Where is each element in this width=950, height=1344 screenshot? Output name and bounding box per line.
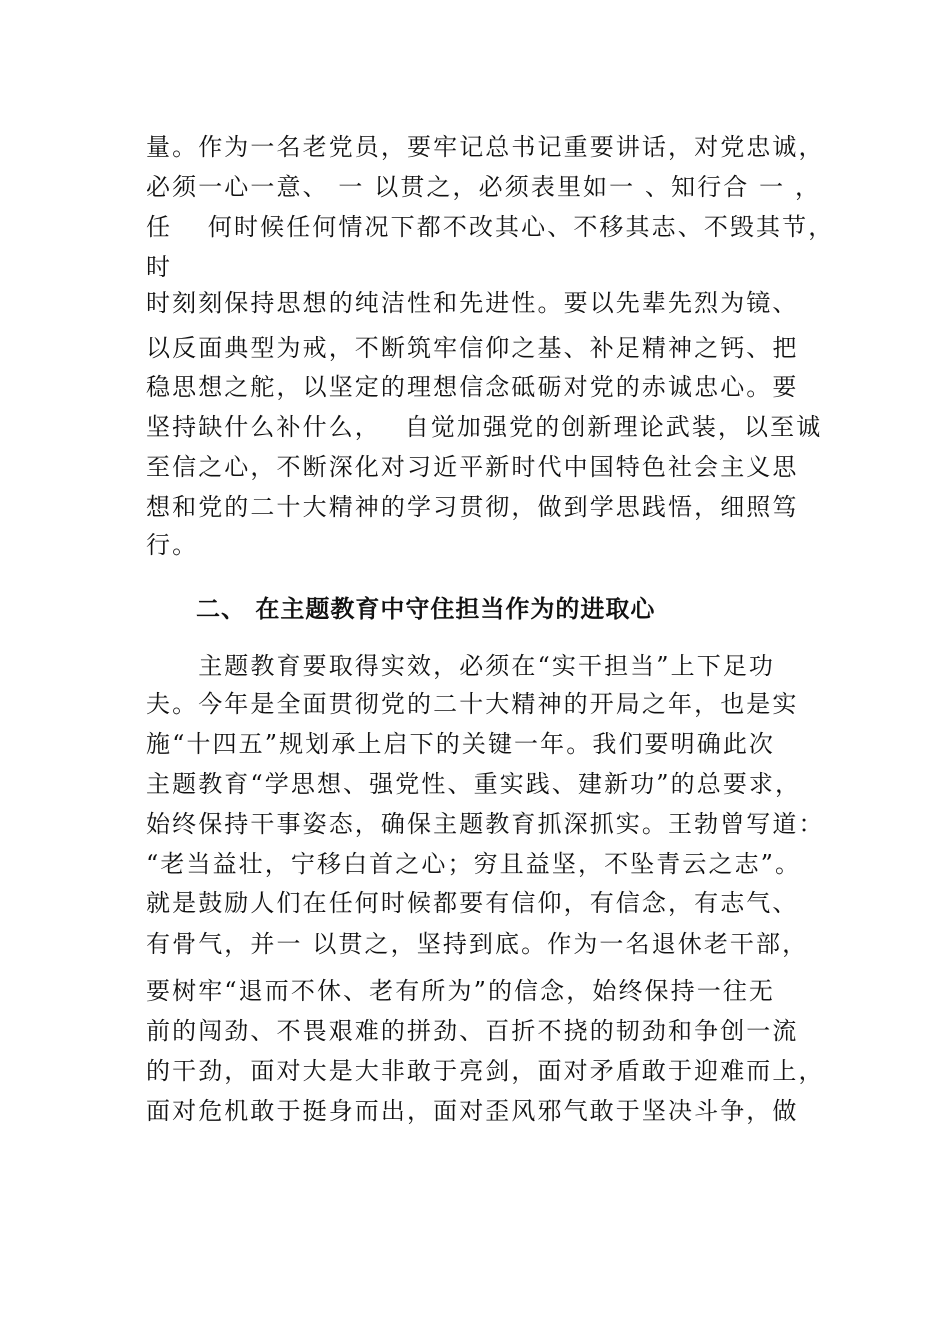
paragraph-2-line-5: 始终保持干事姿态，确保主题教育抓深抓实。王勃曾写道：	[146, 810, 825, 838]
paragraph-1-line-6: 以反面典型为戒，不断筑牢信仰之基、补足精神之钙、把	[146, 334, 799, 362]
paragraph-2-line-7: 就是鼓励人们在任何时候都要有信仰，有信念，有志气、	[146, 889, 799, 917]
paragraph-1-line-5: 时刻刻保持思想的纯洁性和先进性。要以先辈先烈为镜、	[146, 289, 799, 317]
paragraph-2-line-2: 夫。今年是全面贯彻党的二十大精神的开局之年，也是实	[146, 690, 799, 718]
paragraph-2-line-11: 的干劲，面对大是大非敢于亮剑，面对矛盾敢于迎难而上，	[146, 1057, 825, 1085]
paragraph-2-line-9: 要树牢“退而不休、老有所为”的信念，始终保持一往无	[146, 977, 776, 1005]
paragraph-2-line-4: 主题教育“学思想、强党性、重实践、建新功”的总要求，	[146, 770, 802, 798]
paragraph-2-line-12: 面对危机敢于挺身而出，面对歪风邪气敢于坚决斗争，做	[146, 1097, 799, 1125]
paragraph-2-line-6: “老当益壮，宁移白首之心；穷且益坚，不坠青云之志”。	[146, 850, 802, 878]
paragraph-2-line-10: 前的闯劲、不畏艰难的拼劲、百折不挠的韧劲和争创一流	[146, 1017, 799, 1045]
paragraph-1-line-8: 坚持缺什么补什么， 自觉加强党的创新理论武装，以至诚	[146, 413, 823, 441]
section-heading-2: 二、 在主题教育中守住担当作为的进取心	[196, 594, 656, 623]
paragraph-1-line-7: 稳思想之舵，以坚定的理想信念砥砺对党的赤诚忠心。要	[146, 373, 799, 401]
paragraph-1-line-2: 必须一心一意、 一 以贯之，必须表里如一 、知行合 一 ，	[146, 173, 822, 201]
paragraph-1-line-1: 量。作为一名老党员，要牢记总书记重要讲话，对党忠诚，	[146, 133, 825, 161]
paragraph-1-line-3: 任 何时候任何情况下都不改其心、不移其志、不毁其节，	[146, 213, 835, 241]
paragraph-2-line-8: 有骨气，并一 以贯之，坚持到底。作为一名退休老干部，	[146, 930, 809, 958]
paragraph-1-line-10: 想和党的二十大精神的学习贯彻，做到学思践悟，细照笃	[146, 493, 799, 521]
paragraph-1-line-11: 行。	[146, 531, 199, 559]
paragraph-1-line-9: 至信之心，不断深化对习近平新时代中国特色社会主义思	[146, 453, 799, 481]
paragraph-2-line-3: 施“十四五”规划承上启下的关键一年。我们要明确此次	[146, 730, 776, 758]
paragraph-2-line-1: 主题教育要取得实效，必须在“实干担当”上下足功	[146, 652, 776, 680]
paragraph-1-line-4: 时	[146, 253, 173, 281]
